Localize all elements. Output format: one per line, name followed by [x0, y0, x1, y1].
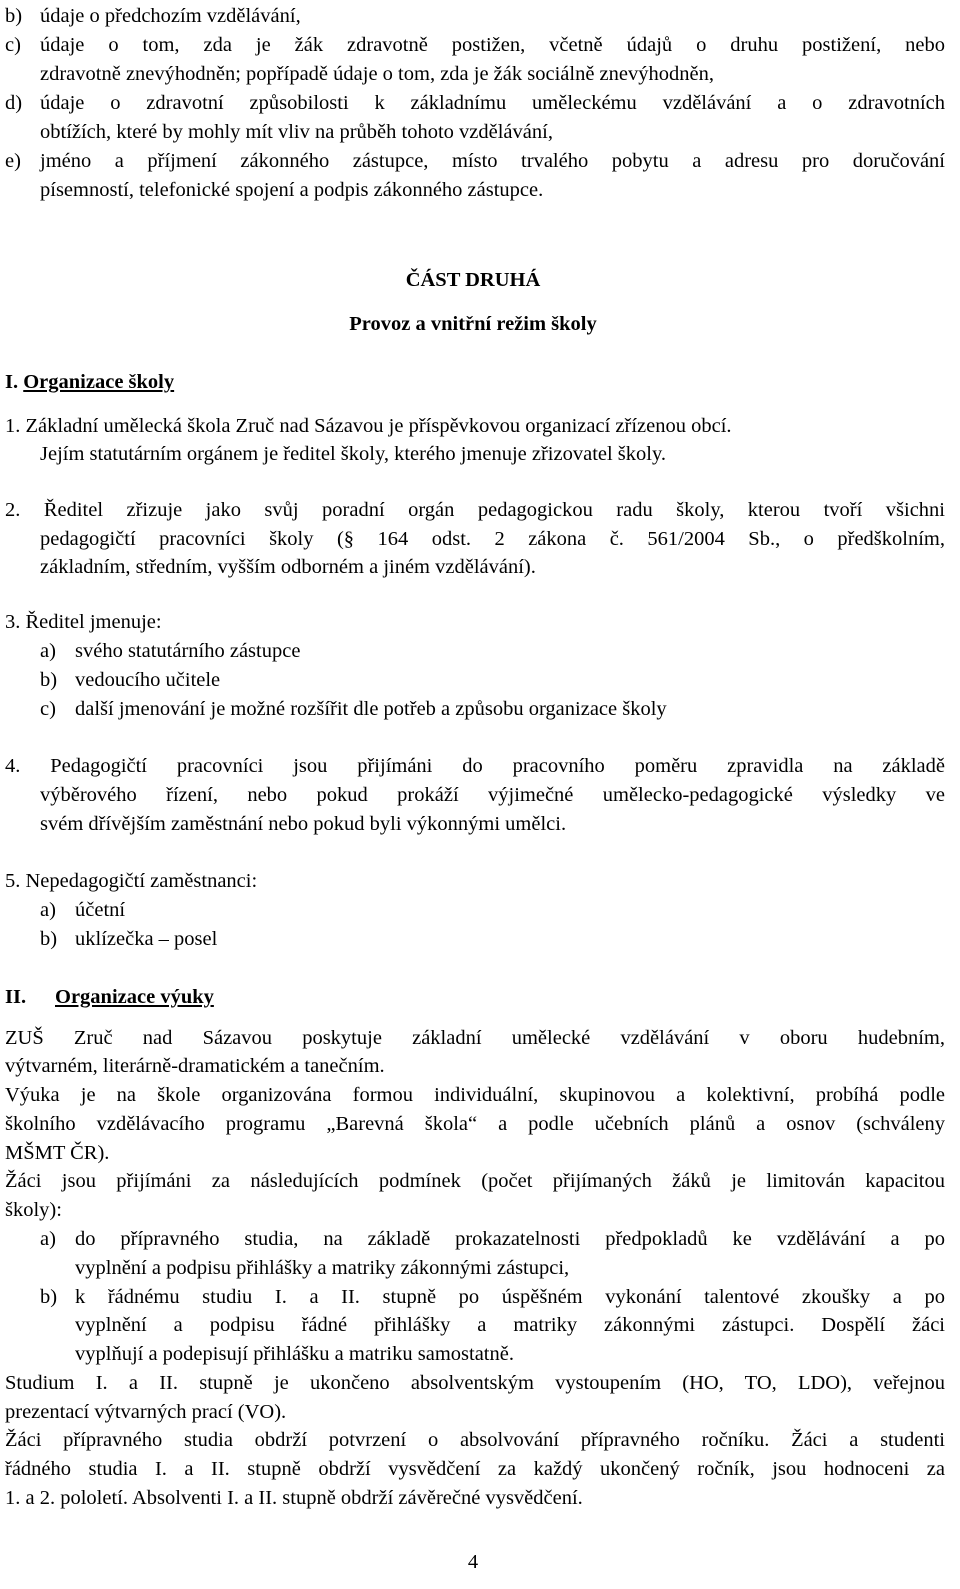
- section2-para4-line1: Studium I. a II. stupně je ukončeno absolventským vystoupením (HO, TO, LDO), veřejnou: [5, 1372, 945, 1394]
- list-item-d-line2: obtížích, které by mohly mít vliv na průběh tohoto vzdělávání,: [40, 121, 553, 143]
- paragraph-5-line1: 5. Nepedagogičtí zaměstnanci:: [5, 870, 258, 892]
- list-item-e-line1: [5, 147, 945, 176]
- list-label: b): [5, 5, 23, 27]
- list-text: k řádnému studiu I. a II. stupně po úspěšném vykonání talentové zkoušky a po: [75, 1286, 945, 1308]
- list-item-c-line1: [5, 31, 945, 60]
- list-label: c): [5, 34, 21, 56]
- section-number: II.: [5, 986, 27, 1008]
- list-item-d-line1: [5, 89, 945, 118]
- section-heading-2: [5, 983, 405, 1012]
- paragraph-2-line2: pedagogičtí pracovníci školy (§ 164 odst. 2 zákona č. 561/2004 Sb., o předškolním,: [40, 528, 945, 550]
- list-label: b): [40, 1286, 58, 1308]
- list-text: vedoucího učitele: [75, 669, 221, 691]
- paragraph-2-line3: základním, středním, vyšším odborném a jiném vzdělávání).: [40, 556, 536, 578]
- paragraph-4-line2: výběrového řízení, nebo pokud prokáží výjimečné umělecko-pedagogické výsledky ve: [40, 784, 945, 806]
- section2-para5-line2: řádného studia I. a II. stupně obdrží vysvědčení za každý ukončený ročník, jsou hodnoceni za: [5, 1458, 945, 1480]
- list-label: b): [40, 928, 58, 950]
- section2-item-a-line2: vyplnění a podpisu přihlášky a matriky zákonnými zástupci,: [75, 1257, 570, 1279]
- section-number: I.: [5, 371, 19, 393]
- list-label: b): [40, 669, 58, 691]
- list-text: údaje o zdravotní způsobilosti k základnímu uměleckému vzdělávání a o zdravotních: [40, 92, 945, 114]
- section-title: Organizace výuky: [55, 986, 214, 1008]
- list-label: a): [40, 1228, 56, 1250]
- section2-para2-line3: MŠMT ČR).: [5, 1142, 110, 1164]
- paragraph-2-line1: 2. Ředitel zřizuje jako svůj poradní orgán pedagogickou radu školy, kterou tvoří všichni: [5, 499, 945, 521]
- part-title: ČÁST DRUHÁ: [405, 269, 541, 291]
- section2-para5-line1: Žáci přípravného studia obdrží potvrzení o absolvování přípravného ročníku. Žáci a studenti: [5, 1429, 945, 1451]
- list-item-c-line2: zdravotně znevýhodněn; popřípadě údaje o tom, zda je žák sociálně znevýhodněn,: [40, 63, 714, 85]
- paragraph-3-item-a: [40, 637, 945, 666]
- part-subtitle: Provoz a vnitřní režim školy: [349, 313, 597, 335]
- list-label: d): [5, 92, 23, 114]
- list-text: účetní: [75, 899, 126, 921]
- paragraph-3-item-c: [40, 695, 945, 724]
- section2-para3-line1: Žáci jsou přijímáni za následujících podmínek (počet přijímaných žáků je limitován kapacitou: [5, 1170, 945, 1192]
- page-number: 4: [467, 1551, 479, 1573]
- list-label: e): [5, 150, 21, 172]
- paragraph-5-item-b: [40, 925, 945, 954]
- paragraph-3-item-b: [40, 666, 945, 695]
- section2-para2-line2: školního vzdělávacího programu „Barevná škola“ a podle učebních plánů a osnov (schváleny: [5, 1113, 945, 1135]
- paragraph-4-line3: svém dřívějším zaměstnání nebo pokud byli výkonnými umělci.: [40, 813, 567, 835]
- list-item-b: [5, 2, 945, 31]
- list-text: uklízečka – posel: [75, 928, 218, 950]
- list-label: a): [40, 899, 56, 921]
- list-label: a): [40, 640, 56, 662]
- section-title: Organizace školy: [23, 371, 175, 393]
- section-heading-1: [5, 368, 405, 397]
- list-text: do přípravného studia, na základě prokazatelnosti předpokladů ke vzdělávání a po: [75, 1228, 945, 1250]
- list-label: c): [40, 698, 56, 720]
- section2-para1-line1: ZUŠ Zruč nad Sázavou poskytuje základní umělecké vzdělávání v oboru hudebním,: [5, 1027, 945, 1049]
- list-text: svého statutárního zástupce: [75, 640, 301, 662]
- paragraph-3-line1: 3. Ředitel jmenuje:: [5, 611, 162, 633]
- list-text: údaje o tom, zda je žák zdravotně postižen, včetně údajů o druhu postižení, nebo: [40, 34, 945, 56]
- section2-item-b-line1: [40, 1283, 945, 1312]
- list-item-e-line2: písemností, telefonické spojení a podpis zákonného zástupce.: [40, 179, 544, 201]
- section2-para4-line2: prezentací výtvarných prací (VO).: [5, 1401, 287, 1423]
- paragraph-5-item-a: [40, 896, 945, 925]
- section2-para3-line2: školy):: [5, 1199, 62, 1221]
- paragraph-4-line1: 4. Pedagogičtí pracovníci jsou přijímáni do pracovního poměru zpravidla na základě: [5, 755, 945, 777]
- section2-item-b-line2: vyplnění a podpisu řádné přihlášky a matriky zákonnými zástupci. Dospělí žáci: [75, 1314, 945, 1336]
- list-text: údaje o předchozím vzdělávání,: [40, 5, 301, 27]
- section2-para5-line3: 1. a 2. pololetí. Absolventi I. a II. stupně obdrží závěrečné vysvědčení.: [5, 1487, 583, 1509]
- section2-para2-line1: Výuka je na škole organizována formou individuální, skupinovou a kolektivní, probíhá podle: [5, 1084, 945, 1106]
- paragraph-1-line1: 1. Základní umělecká škola Zruč nad Sázavou je příspěvkovou organizací zřízenou obcí.: [5, 415, 732, 437]
- section2-item-a-line1: [40, 1225, 945, 1254]
- section2-para1-line2: výtvarném, literárně-dramatickém a tanečním.: [5, 1055, 385, 1077]
- section2-item-b-line3: vyplňují a podepisují přihlášku a matriku samostatně.: [75, 1343, 514, 1365]
- list-text: jméno a příjmení zákonného zástupce, místo trvalého pobytu a adresu pro doručování: [40, 150, 945, 172]
- paragraph-1-line2: Jejím statutárním orgánem je ředitel školy, kterého jmenuje zřizovatel školy.: [40, 443, 667, 465]
- list-text: další jmenování je možné rozšířit dle potřeb a způsobu organizace školy: [75, 698, 667, 720]
